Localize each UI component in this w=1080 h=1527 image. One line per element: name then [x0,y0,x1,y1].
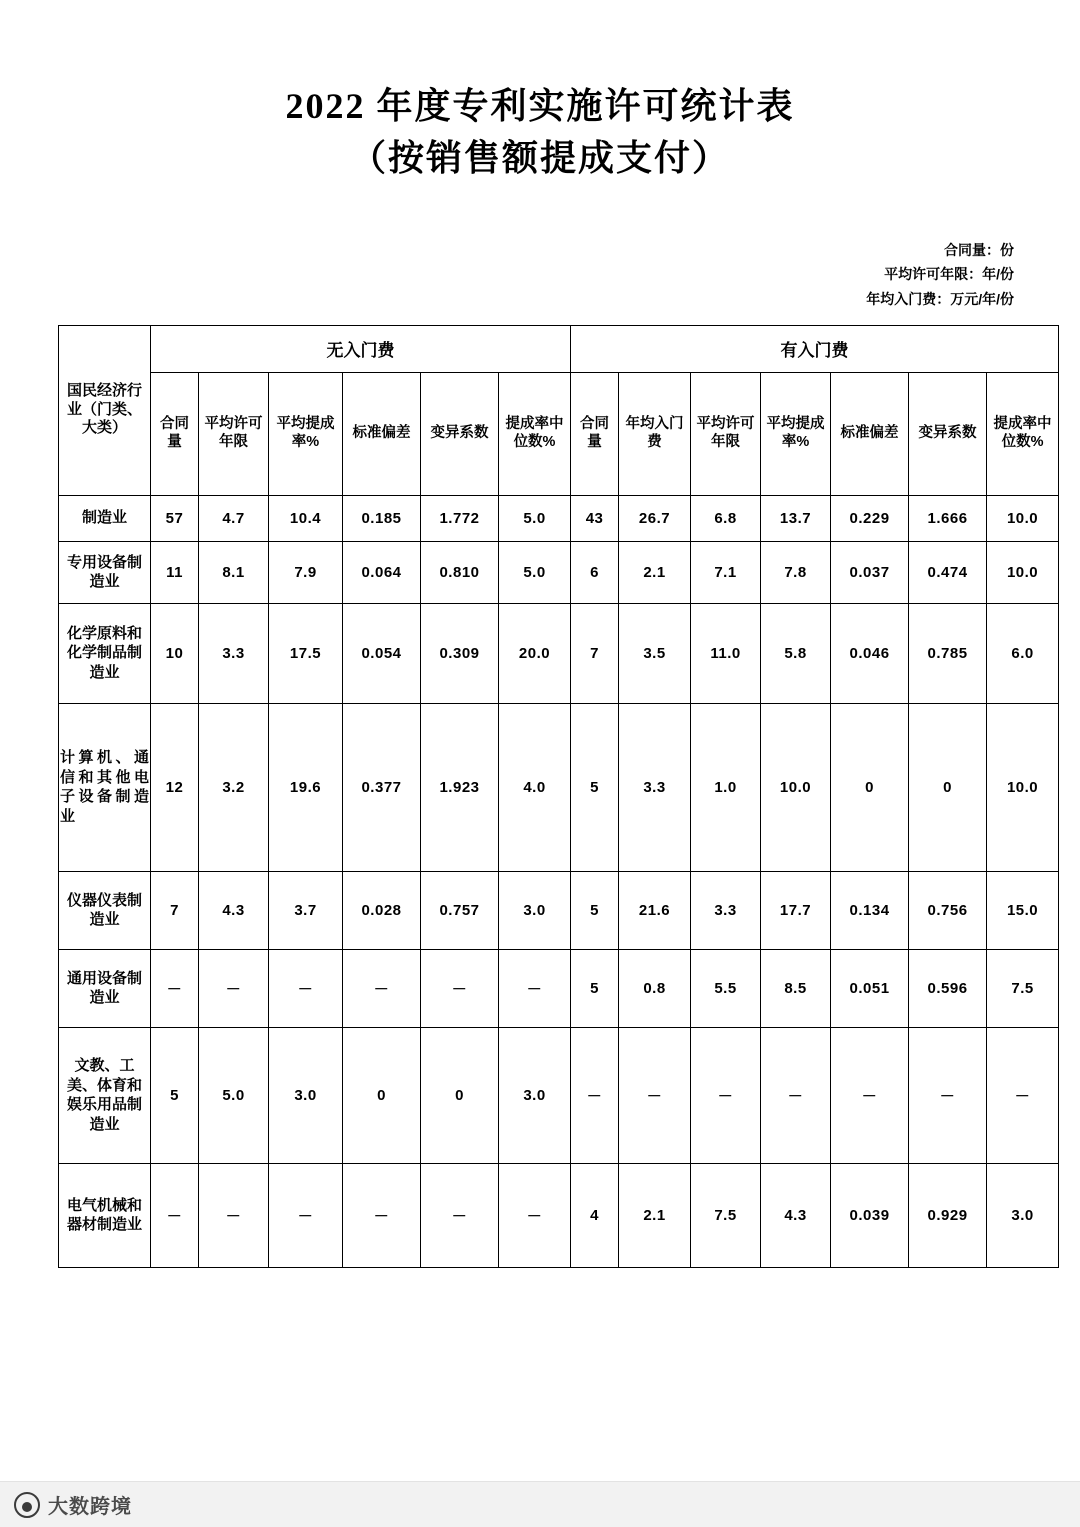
cell: 0.596 [909,949,987,1027]
cell: 43 [571,495,619,541]
cell: 10.4 [269,495,343,541]
footer-watermark-bar [0,1481,1080,1527]
cell: 20.0 [499,603,571,703]
cell: 0.054 [343,603,421,703]
cell: 0 [831,703,909,871]
cell: － [499,949,571,1027]
circle-dot-icon [14,1492,40,1518]
cell: 19.6 [269,703,343,871]
row-header-title: 国民经济行业（门类、大类） [59,325,151,495]
cell: 5.8 [761,603,831,703]
cell: 5 [571,871,619,949]
col-fee-annual-entry-fee: 年均入门费 [619,372,691,495]
cell: 7 [151,871,199,949]
cell: 1.666 [909,495,987,541]
cell: 3.0 [499,1027,571,1163]
cell: － [571,1027,619,1163]
row-label: 通用设备制造业 [59,949,151,1027]
cell: 3.7 [269,871,343,949]
cell: 2.1 [619,541,691,603]
cell: 0.377 [343,703,421,871]
group-header-with-entry-fee: 有入门费 [571,325,1059,372]
cell: 6.8 [691,495,761,541]
row-label: 制造业 [59,495,151,541]
cell: 0.8 [619,949,691,1027]
cell: 2.1 [619,1163,691,1267]
col-nofee-avg-royalty-rate: 平均提成率% [269,372,343,495]
cell: 10.0 [987,541,1059,603]
unit-notes [58,238,1022,310]
cell: 5.0 [499,495,571,541]
cell: 0 [909,703,987,871]
row-label: 化学原料和化学制品制造业 [59,603,151,703]
cell: 5.5 [691,949,761,1027]
cell: 3.0 [987,1163,1059,1267]
col-nofee-contract-count: 合同量 [151,372,199,495]
page-title-line-2: （按销售额提成支付） [349,138,730,179]
cell: 0.037 [831,541,909,603]
cell: 3.3 [691,871,761,949]
col-fee-avg-license-years: 平均许可年限 [691,372,761,495]
col-nofee-avg-license-years: 平均许可年限 [199,372,269,495]
cell: 11.0 [691,603,761,703]
cell: 4.3 [199,871,269,949]
cell: － [619,1027,691,1163]
cell: 0.309 [421,603,499,703]
cell: 1.923 [421,703,499,871]
cell: 4.3 [761,1163,831,1267]
cell: 3.0 [499,871,571,949]
col-fee-coef-variation: 变异系数 [909,372,987,495]
row-label: 电气机械和器材制造业 [59,1163,151,1267]
cell: － [199,949,269,1027]
cell: － [691,1027,761,1163]
row-label: 仪器仪表制造业 [59,871,151,949]
table-row [59,703,1059,871]
cell: 5 [571,949,619,1027]
cell: 7.8 [761,541,831,603]
cell: 17.7 [761,871,831,949]
cell: － [151,1163,199,1267]
unit-note-2: 年均入门费：万元/年/份 [866,290,1014,307]
col-fee-std-dev: 标准偏差 [831,372,909,495]
cell: 21.6 [619,871,691,949]
unit-note-0: 合同量：份 [944,242,1014,259]
cell: 10.0 [987,495,1059,541]
table-row [59,949,1059,1027]
cell: － [499,1163,571,1267]
cell: 3.2 [199,703,269,871]
table-group-header-row [59,325,1059,372]
cell: 15.0 [987,871,1059,949]
cell: 4.7 [199,495,269,541]
cell: 0.929 [909,1163,987,1267]
cell: 7.5 [691,1163,761,1267]
col-nofee-median-royalty-rate: 提成率中位数% [499,372,571,495]
cell: 1.0 [691,703,761,871]
cell: 0.474 [909,541,987,603]
cell: 0.046 [831,603,909,703]
cell: 0.185 [343,495,421,541]
cell: 5 [151,1027,199,1163]
cell: － [269,949,343,1027]
brand-name: 大数跨境 [48,1496,132,1518]
cell: 26.7 [619,495,691,541]
table-row [59,603,1059,703]
cell: － [761,1027,831,1163]
table-column-header-row [59,372,1059,495]
cell: 0 [343,1027,421,1163]
cell: 17.5 [269,603,343,703]
cell: 12 [151,703,199,871]
cell: － [831,1027,909,1163]
cell: 1.772 [421,495,499,541]
cell: 0.134 [831,871,909,949]
cell: 13.7 [761,495,831,541]
cell: 0.064 [343,541,421,603]
page-title-line-1: 2022 年度专利实施许可统计表 [285,86,795,126]
cell: 3.3 [619,703,691,871]
cell: 8.1 [199,541,269,603]
cell: 3.0 [269,1027,343,1163]
cell: 3.5 [619,603,691,703]
col-fee-median-royalty-rate: 提成率中位数% [987,372,1059,495]
cell: 5.0 [199,1027,269,1163]
cell: 10.0 [987,703,1059,871]
group-header-no-entry-fee: 无入门费 [151,325,571,372]
table-row [59,495,1059,541]
table-row [59,1163,1059,1267]
cell: 0.810 [421,541,499,603]
cell: 6 [571,541,619,603]
document-title-block [58,0,1022,184]
cell: 57 [151,495,199,541]
cell: 10.0 [761,703,831,871]
cell: 5 [571,703,619,871]
cell: 10 [151,603,199,703]
table-row [59,871,1059,949]
cell: － [421,949,499,1027]
cell: 0.051 [831,949,909,1027]
col-nofee-std-dev: 标准偏差 [343,372,421,495]
cell: 7 [571,603,619,703]
cell: 0.039 [831,1163,909,1267]
cell: 0 [421,1027,499,1163]
cell: 8.5 [761,949,831,1027]
patent-license-statistics-table [58,325,1059,1268]
cell: 0.756 [909,871,987,949]
cell: 0.028 [343,871,421,949]
cell: 0.229 [831,495,909,541]
cell: － [151,949,199,1027]
cell: － [909,1027,987,1163]
cell: 7.9 [269,541,343,603]
cell: － [421,1163,499,1267]
cell: － [343,1163,421,1267]
cell: 4.0 [499,703,571,871]
table-body [59,495,1059,1267]
row-label: 专用设备制造业 [59,541,151,603]
cell: － [269,1163,343,1267]
row-label: 文教、工美、体育和娱乐用品制造业 [59,1027,151,1163]
cell: 7.1 [691,541,761,603]
col-fee-avg-royalty-rate: 平均提成率% [761,372,831,495]
cell: － [343,949,421,1027]
col-nofee-coef-variation: 变异系数 [421,372,499,495]
cell: 5.0 [499,541,571,603]
cell: 0.757 [421,871,499,949]
cell: － [987,1027,1059,1163]
table-row [59,541,1059,603]
row-label: 计算机、通信和其他电子设备制造业 [59,703,151,871]
unit-note-1: 平均许可年限：年/份 [884,266,1014,283]
cell: 11 [151,541,199,603]
cell: 0.785 [909,603,987,703]
col-fee-contract-count: 合同量 [571,372,619,495]
cell: 6.0 [987,603,1059,703]
cell: 4 [571,1163,619,1267]
cell: － [199,1163,269,1267]
cell: 7.5 [987,949,1059,1027]
table-row [59,1027,1059,1163]
cell: 3.3 [199,603,269,703]
